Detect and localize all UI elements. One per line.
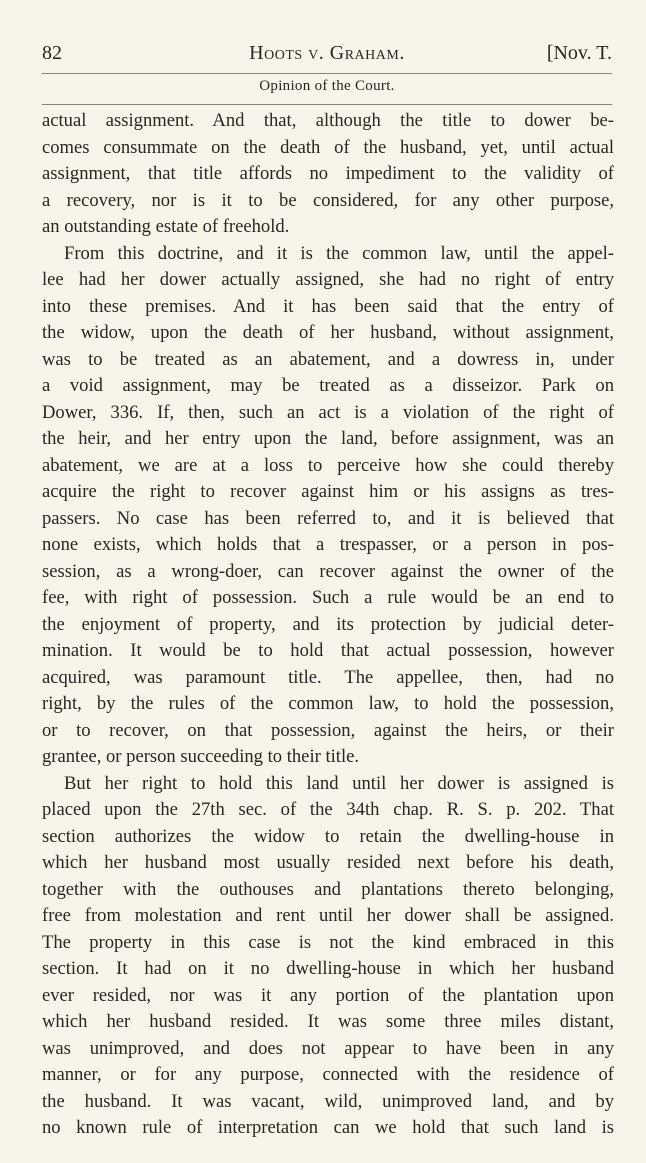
text-line: the husband. It was vacant, wild, unimproved land, and by [42,1090,614,1112]
text-line: an outstanding estate of freehold. [42,216,290,237]
page-header [42,40,612,70]
term-label: [Nov. T. [546,42,612,64]
text-line: a void assignment, may be treated as a disseizor. Park on [42,375,614,396]
text-line: no known rule of interpretation can we hold that such land is [42,1117,614,1138]
running-title: Hoots v. Graham. [249,42,405,64]
section-subheader: Opinion of the Court. [259,78,395,94]
subheader-rule [42,104,612,105]
text-line: a recovery, nor is it to be considered, for any other purpose, [42,189,614,211]
header-rule [42,73,612,74]
text-line: abatement, we are at a loss to perceive how she could thereby [42,454,614,476]
text-line: acquire the right to recover against him or his assigns as tres- [42,481,614,502]
text-line: the enjoyment of property, and its protection by judicial deter- [42,613,614,635]
text-line: the heir, and her entry upon the land, before assignment, was an [42,428,614,449]
text-line: which her husband resided. It was some three miles distant, [42,1011,614,1032]
text-line: session, as a wrong-doer, can recover against the owner of the [42,560,614,582]
text-line: the widow, upon the death of her husband, without assignment, [42,322,614,343]
text-line: or to recover, on that possession, against the heirs, or their [42,719,614,741]
text-line: comes consummate on the death of the husband, yet, until actual [42,136,614,158]
text-line: Dower, 336. If, then, such an act is a violation of the right of [42,401,614,423]
text-line: actual assignment. And that, although the title to dower be- [42,110,614,131]
text-line: The property in this case is not the kind embraced in this [42,931,614,953]
text-line: lee had her dower actually assigned, she had no right of entry [42,269,614,290]
text-line: ever resided, nor was it any portion of the plantation upon [42,984,614,1006]
text-line: But her right to hold this land until her dower is assigned is [64,772,614,794]
text-line: mination. It would be to hold that actual possession, however [42,640,614,661]
text-line: assignment, that title affords no impediment to the validity of [42,163,614,184]
text-line: section authorizes the widow to retain the dwelling-house in [42,825,614,847]
text-line: which her husband most usually resided next before his death, [42,852,614,873]
text-line: manner, or for any purpose, connected with the residence of [42,1064,614,1085]
text-line: none exists, which holds that a trespasser, or a person in pos- [42,534,614,555]
text-line: free from molestation and rent until her dower shall be assigned. [42,905,614,926]
text-line: grantee, or person succeeding to their title. [42,746,360,767]
text-line: passers. No case has been referred to, and it is believed that [42,507,614,529]
text-line: right, by the rules of the common law, to hold the possession, [42,693,614,714]
text-line: was unimproved, and does not appear to have been in any [42,1037,614,1059]
text-line: into these premises. And it has been said that the entry of [42,295,614,317]
text-line: acquired, was paramount title. The appellee, then, had no [42,666,614,688]
text-line: placed upon the 27th sec. of the 34th chap. R. S. p. 202. That [42,799,614,820]
text-line: was to be treated as an abatement, and a dowress in, under [42,348,614,370]
text-line: fee, with right of possession. Such a rule would be an end to [42,587,614,608]
opinion-body [42,108,614,1142]
text-line: together with the outhouses and plantations thereto belonging, [42,878,614,900]
text-line: From this doctrine, and it is the common law, until the appel- [64,242,614,264]
text-line: section. It had on it no dwelling-house in which her husband [42,958,614,979]
page-number: 82 [42,42,62,64]
